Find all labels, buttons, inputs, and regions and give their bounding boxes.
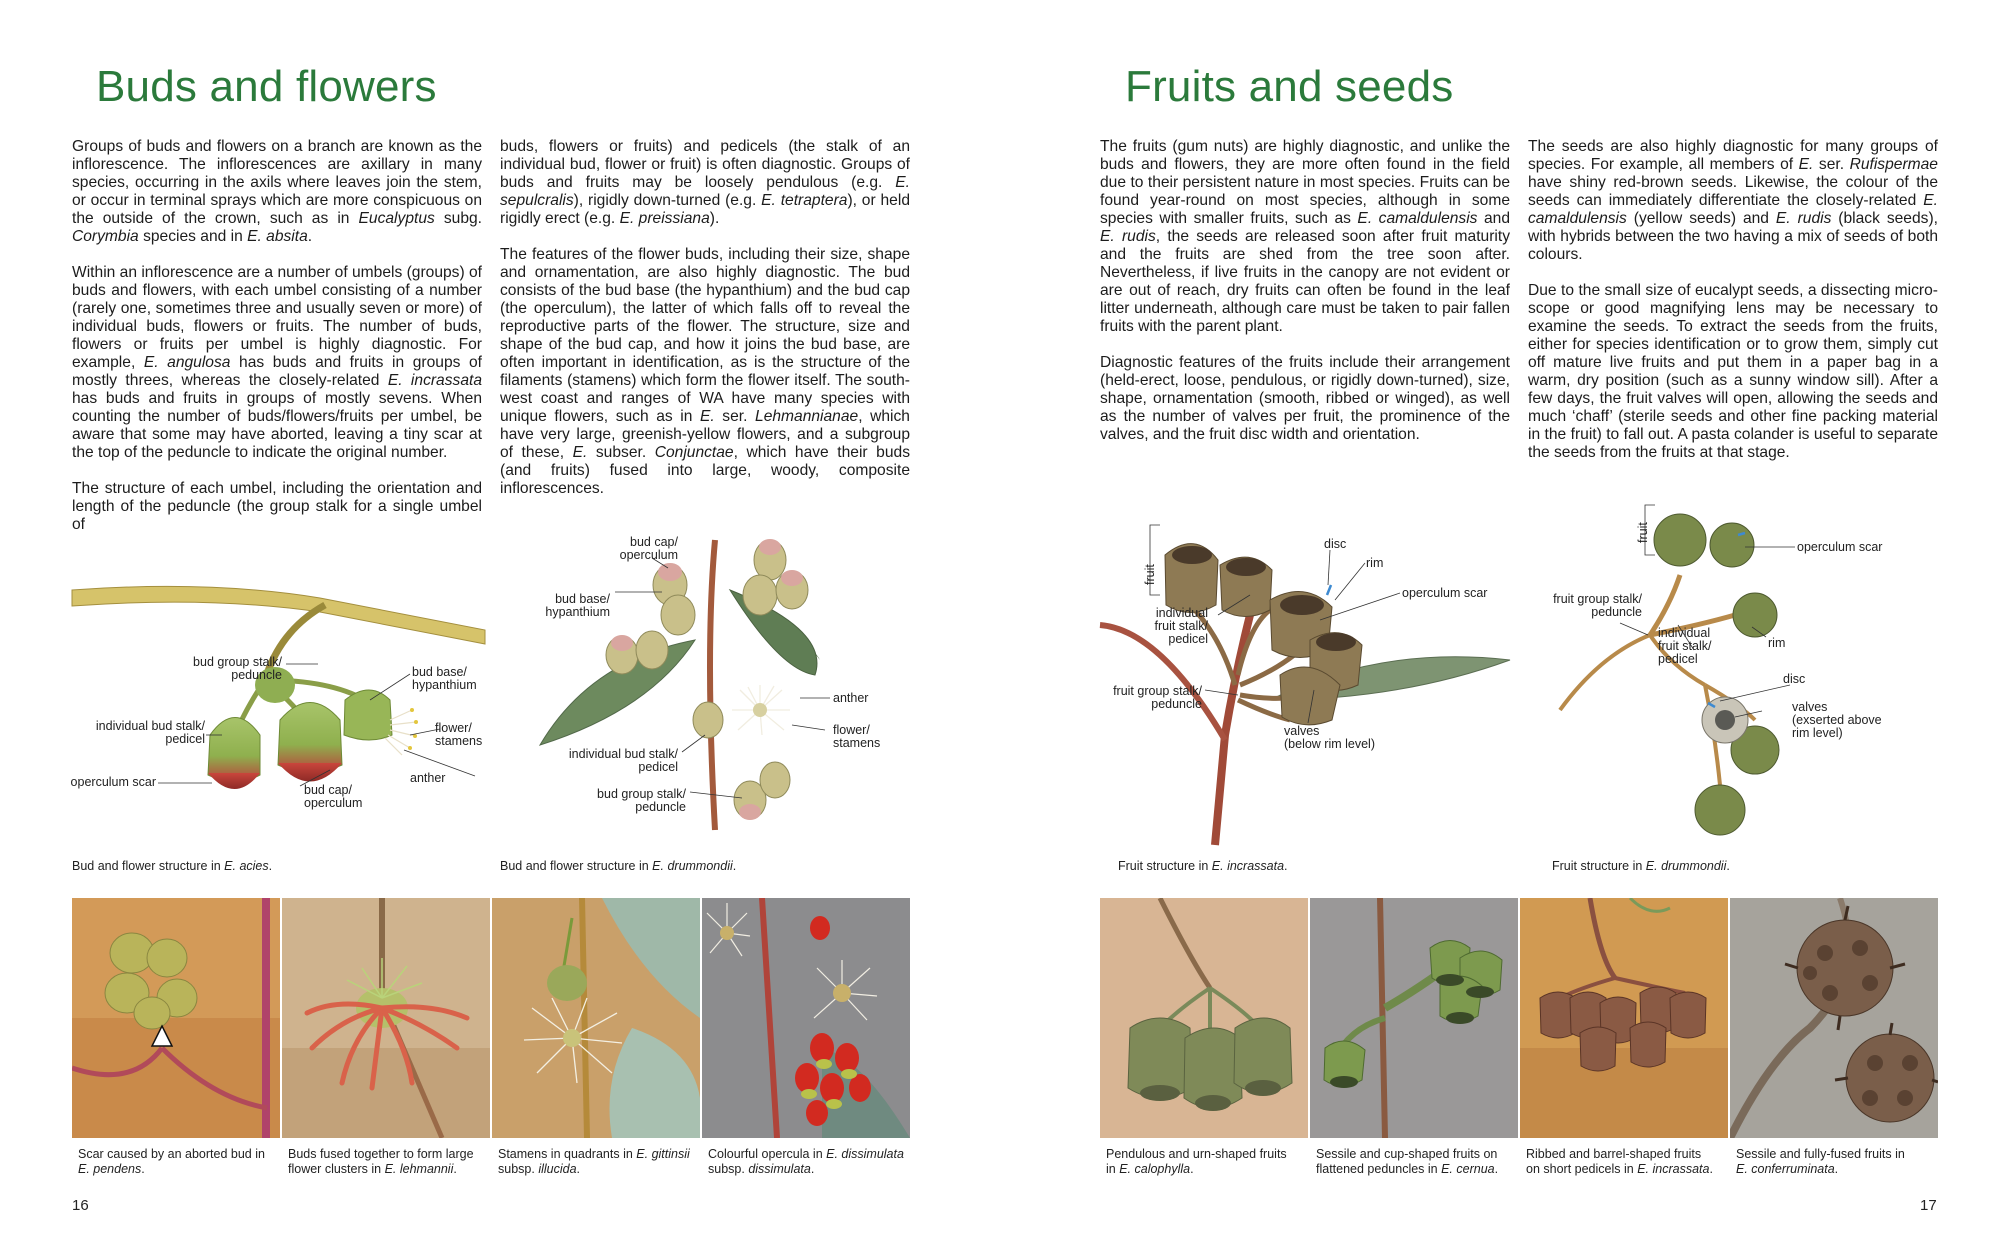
label-operculum-scar: operculum scar — [1402, 586, 1488, 600]
photo-cernua-image — [1310, 898, 1518, 1138]
label-anther: anther — [410, 771, 446, 785]
label-fruit: fruit — [1636, 522, 1650, 543]
figure-caption-drummondii-fruits: Fruit structure in E. drummondii. — [1552, 859, 1730, 873]
photo-caption-lehmannii: Buds fused together to form large flower clusters in E. lehmannii. — [288, 1147, 474, 1176]
photo-pendens-image — [72, 898, 280, 1138]
paragraph: The fruits (gum nuts) are highly diagnostic, and unlike the buds and flowers, they are more often found in the field due to their persistent nature in most species. Fruits can be found year-round on most species, although in some species with smaller fruits, such as E. camaldulensis and E. rudis, the seeds are released soon after fruit maturity and the fruits are shed from the tree soon after. Nevertheless, if live fruits in the canopy are not evident or are out of reach, dry fruits can often be found in the leaf litter underneath, although care must be taken to pair fallen fruits with the parent plant. — [1100, 138, 1510, 335]
label-bud-cap: bud cap/ operculum — [619, 535, 678, 562]
label-bud-base: bud base/ hypanthium — [545, 592, 610, 619]
left-text-column-1 — [72, 138, 482, 552]
acies-illustration — [60, 560, 490, 840]
figure-drummondii-fruits — [1540, 505, 1940, 845]
photo-dissimulata — [702, 898, 910, 1138]
photo-conferruminata — [1730, 898, 1938, 1138]
label-individual-fruit-stalk: individual fruit stalk/ pedicel — [1154, 606, 1208, 646]
label-fruit-group-stalk: fruit group stalk/ peduncle — [1113, 684, 1202, 711]
label-bud-group-stalk: bud group stalk/ peduncle — [193, 655, 282, 682]
label-individual-bud-stalk: individual bud stalk/ pedicel — [95, 719, 205, 746]
photo-cernua — [1310, 898, 1518, 1138]
figure-drummondii-buds — [530, 530, 910, 840]
paragraph: The features of the flower buds, including their size, shape and ornamentation, are also highly diagnostic. The bud consists of the bud base (the hypanthium) and the bud cap (the operculum), the latter of which falls off to reveal the reproductive parts of the flower. The structure, size and shape of the bud cap, and how it joins the bud base, are often important in identification, as is the structure of the filaments (stamens) which form the flower itself. The south-west coast and ranges of WA have many species with unique flowers, such as in E. ser. Lehmannianae, which have very large, greenish-yellow flowers, and a subgroup of these, E. subser. Conjunctae, which have their buds (and fruits) fused into large, woody, composite inflorescences. — [500, 246, 910, 497]
figure-caption-acies: Bud and flower structure in E. acies. — [72, 859, 273, 873]
paragraph: The structure of each umbel, including the orientation and length of the peduncle (the group stalk for a single umbel of — [72, 480, 482, 533]
photo-conferruminata-image — [1730, 898, 1938, 1138]
right-text-column-2 — [1528, 138, 1938, 480]
photo-lehmannii-image — [282, 898, 490, 1138]
paragraph: Due to the small size of eucalypt seeds, a dissecting micro-scope or good magnifying lens may be necessary to examine the seeds. To extract the seeds from the fruits, either for species identification or to grow them, simply cut off mature live fruits and put them in a paper bag in a warm, dry position (such as a sunny window sill). After a few days, the fruit valves will open, allowing the seeds and much ‘chaff’ (sterile seeds and other fine packing material in the fruit) to fall out. A pasta colander is useful to separate the seeds from the fruits at that stage. — [1528, 282, 1938, 461]
photo-incrassata-image — [1520, 898, 1728, 1138]
paragraph: buds, flowers or fruits) and pedicels (the stalk of an individual bud, flower or fruit) is often diagnostic. Groups of buds and fruits may be loosely pendulous (e.g. E. sepulcralis), rigidly down-turned (e.g. E. tetraptera), or held rigidly erect (e.g. E. preissiana). — [500, 138, 910, 227]
label-anther: anther — [833, 691, 869, 705]
figure-caption-drummondii-buds: Bud and flower structure in E. drummondii. — [500, 859, 737, 873]
figure-incrassata — [1100, 525, 1520, 845]
figure-caption-incrassata: Fruit structure in E. incrassata. — [1118, 859, 1288, 873]
label-operculum-scar: operculum scar — [1797, 540, 1883, 554]
label-rim: rim — [1366, 556, 1384, 570]
label-fruit-group-stalk: fruit group stalk/ peduncle — [1553, 592, 1642, 619]
photo-caption-gittinsii: Stamens in quadrants in E. gittinsii subsp. illucida. — [498, 1147, 690, 1176]
photo-caption-conferruminata: Sessile and fully-fused fruits in E. conferruminata. — [1736, 1147, 1905, 1176]
label-disc: disc — [1324, 537, 1347, 551]
paragraph: Groups of buds and flowers on a branch are known as the inflorescence. The inflorescences are axillary in many species, occurring in the axils where leaves join the stem, or occur in terminal sprays which are more conspicuous on the outside of the crown, such as in Eucalyptus subg. Corymbia species and in E. absita. — [72, 138, 482, 245]
label-bud-cap: bud cap/ operculum — [304, 783, 363, 810]
right-page-title: Fruits and seeds — [1125, 62, 1454, 111]
photo-incrassata — [1520, 898, 1728, 1138]
label-operculum-scar: operculum scar — [70, 775, 156, 789]
page-number-left: 16 — [72, 1197, 89, 1214]
photo-calophylla-image — [1100, 898, 1308, 1138]
figure-acies — [60, 560, 490, 840]
label-bud-base: bud base/ hypanthium — [412, 665, 477, 692]
right-text-column-1 — [1100, 138, 1510, 462]
label-flower-stamens: flower/ stamens — [833, 723, 881, 750]
left-page-title: Buds and flowers — [96, 62, 437, 111]
label-individual-fruit-stalk: individual fruit stalk/ pedicel — [1658, 626, 1712, 666]
photo-caption-cernua: Sessile and cup-shaped fruits on flattened peduncles in E. cernua. — [1316, 1147, 1499, 1176]
paragraph: Within an inflorescence are a number of umbels (groups) of buds and flowers, with each umbel consisting of a number (rarely one, sometimes three and usually seven or more) of individual buds, flowers or fruits. The number of buds, flowers or fruits per umbel is highly diagnostic. For example, E. angulosa has buds and fruits in groups of mostly threes, whereas the closely-related E. incrassata has buds and fruits in groups of mostly sevens. When counting the number of buds/flowers/fruits per umbel, be aware that some may have aborted, leaving a tiny scar at the top of the peduncle to indicate the original number. — [72, 264, 483, 461]
photo-caption-dissimulata: Colourful opercula in E. dissimulata subsp. dissimulata. — [708, 1147, 904, 1176]
photo-gittinsii — [492, 898, 700, 1138]
photo-lehmannii — [282, 898, 490, 1138]
photo-gittinsii-image — [492, 898, 700, 1138]
photo-dissimulata-image — [702, 898, 910, 1138]
label-rim: rim — [1768, 636, 1786, 650]
label-valves: valves (below rim level) — [1284, 724, 1375, 751]
drummondii-fruit-illustration — [1540, 505, 1940, 845]
label-valves: valves (exserted above rim level) — [1792, 700, 1882, 740]
label-fruit: fruit — [1143, 564, 1157, 585]
label-individual-bud-stalk: individual bud stalk/ pedicel — [568, 747, 678, 774]
photo-calophylla — [1100, 898, 1308, 1138]
photo-caption-calophylla: Pendulous and urn-shaped fruits in E. calophylla. — [1106, 1147, 1287, 1176]
paragraph: Diagnostic features of the fruits include their arrangement (held-erect, loose, pendulous, or rigidly down-turned), size, shape, ornamentation (smooth, ribbed or winged), as well as the number of valves per fruit, the prominence of the valves, and the fruit disc width and orientation. — [1100, 354, 1510, 443]
label-bud-group-stalk: bud group stalk/ peduncle — [597, 787, 686, 814]
label-flower-stamens: flower/ stamens — [435, 721, 483, 748]
paragraph: The seeds are also highly diagnostic for many groups of species. For example, all members of E. ser. Rufispermae have shiny red-brown seeds. Likewise, the colour of the seeds can immediately differentiate the closely-related E. camaldulensis (yellow seeds) and E. rudis (black seeds), with hybrids between the two having a mix of seeds of both colours. — [1528, 138, 1938, 263]
left-text-column-2 — [500, 138, 910, 516]
photo-caption-incrassata: Ribbed and barrel-shaped fruits on short pedicels in E. incrassata. — [1526, 1147, 1713, 1176]
label-disc: disc — [1783, 672, 1806, 686]
page-number-right: 17 — [1920, 1197, 1937, 1214]
photo-caption-pendens: Scar caused by an aborted bud in E. pendens. — [78, 1147, 265, 1176]
photo-pendens — [72, 898, 280, 1138]
